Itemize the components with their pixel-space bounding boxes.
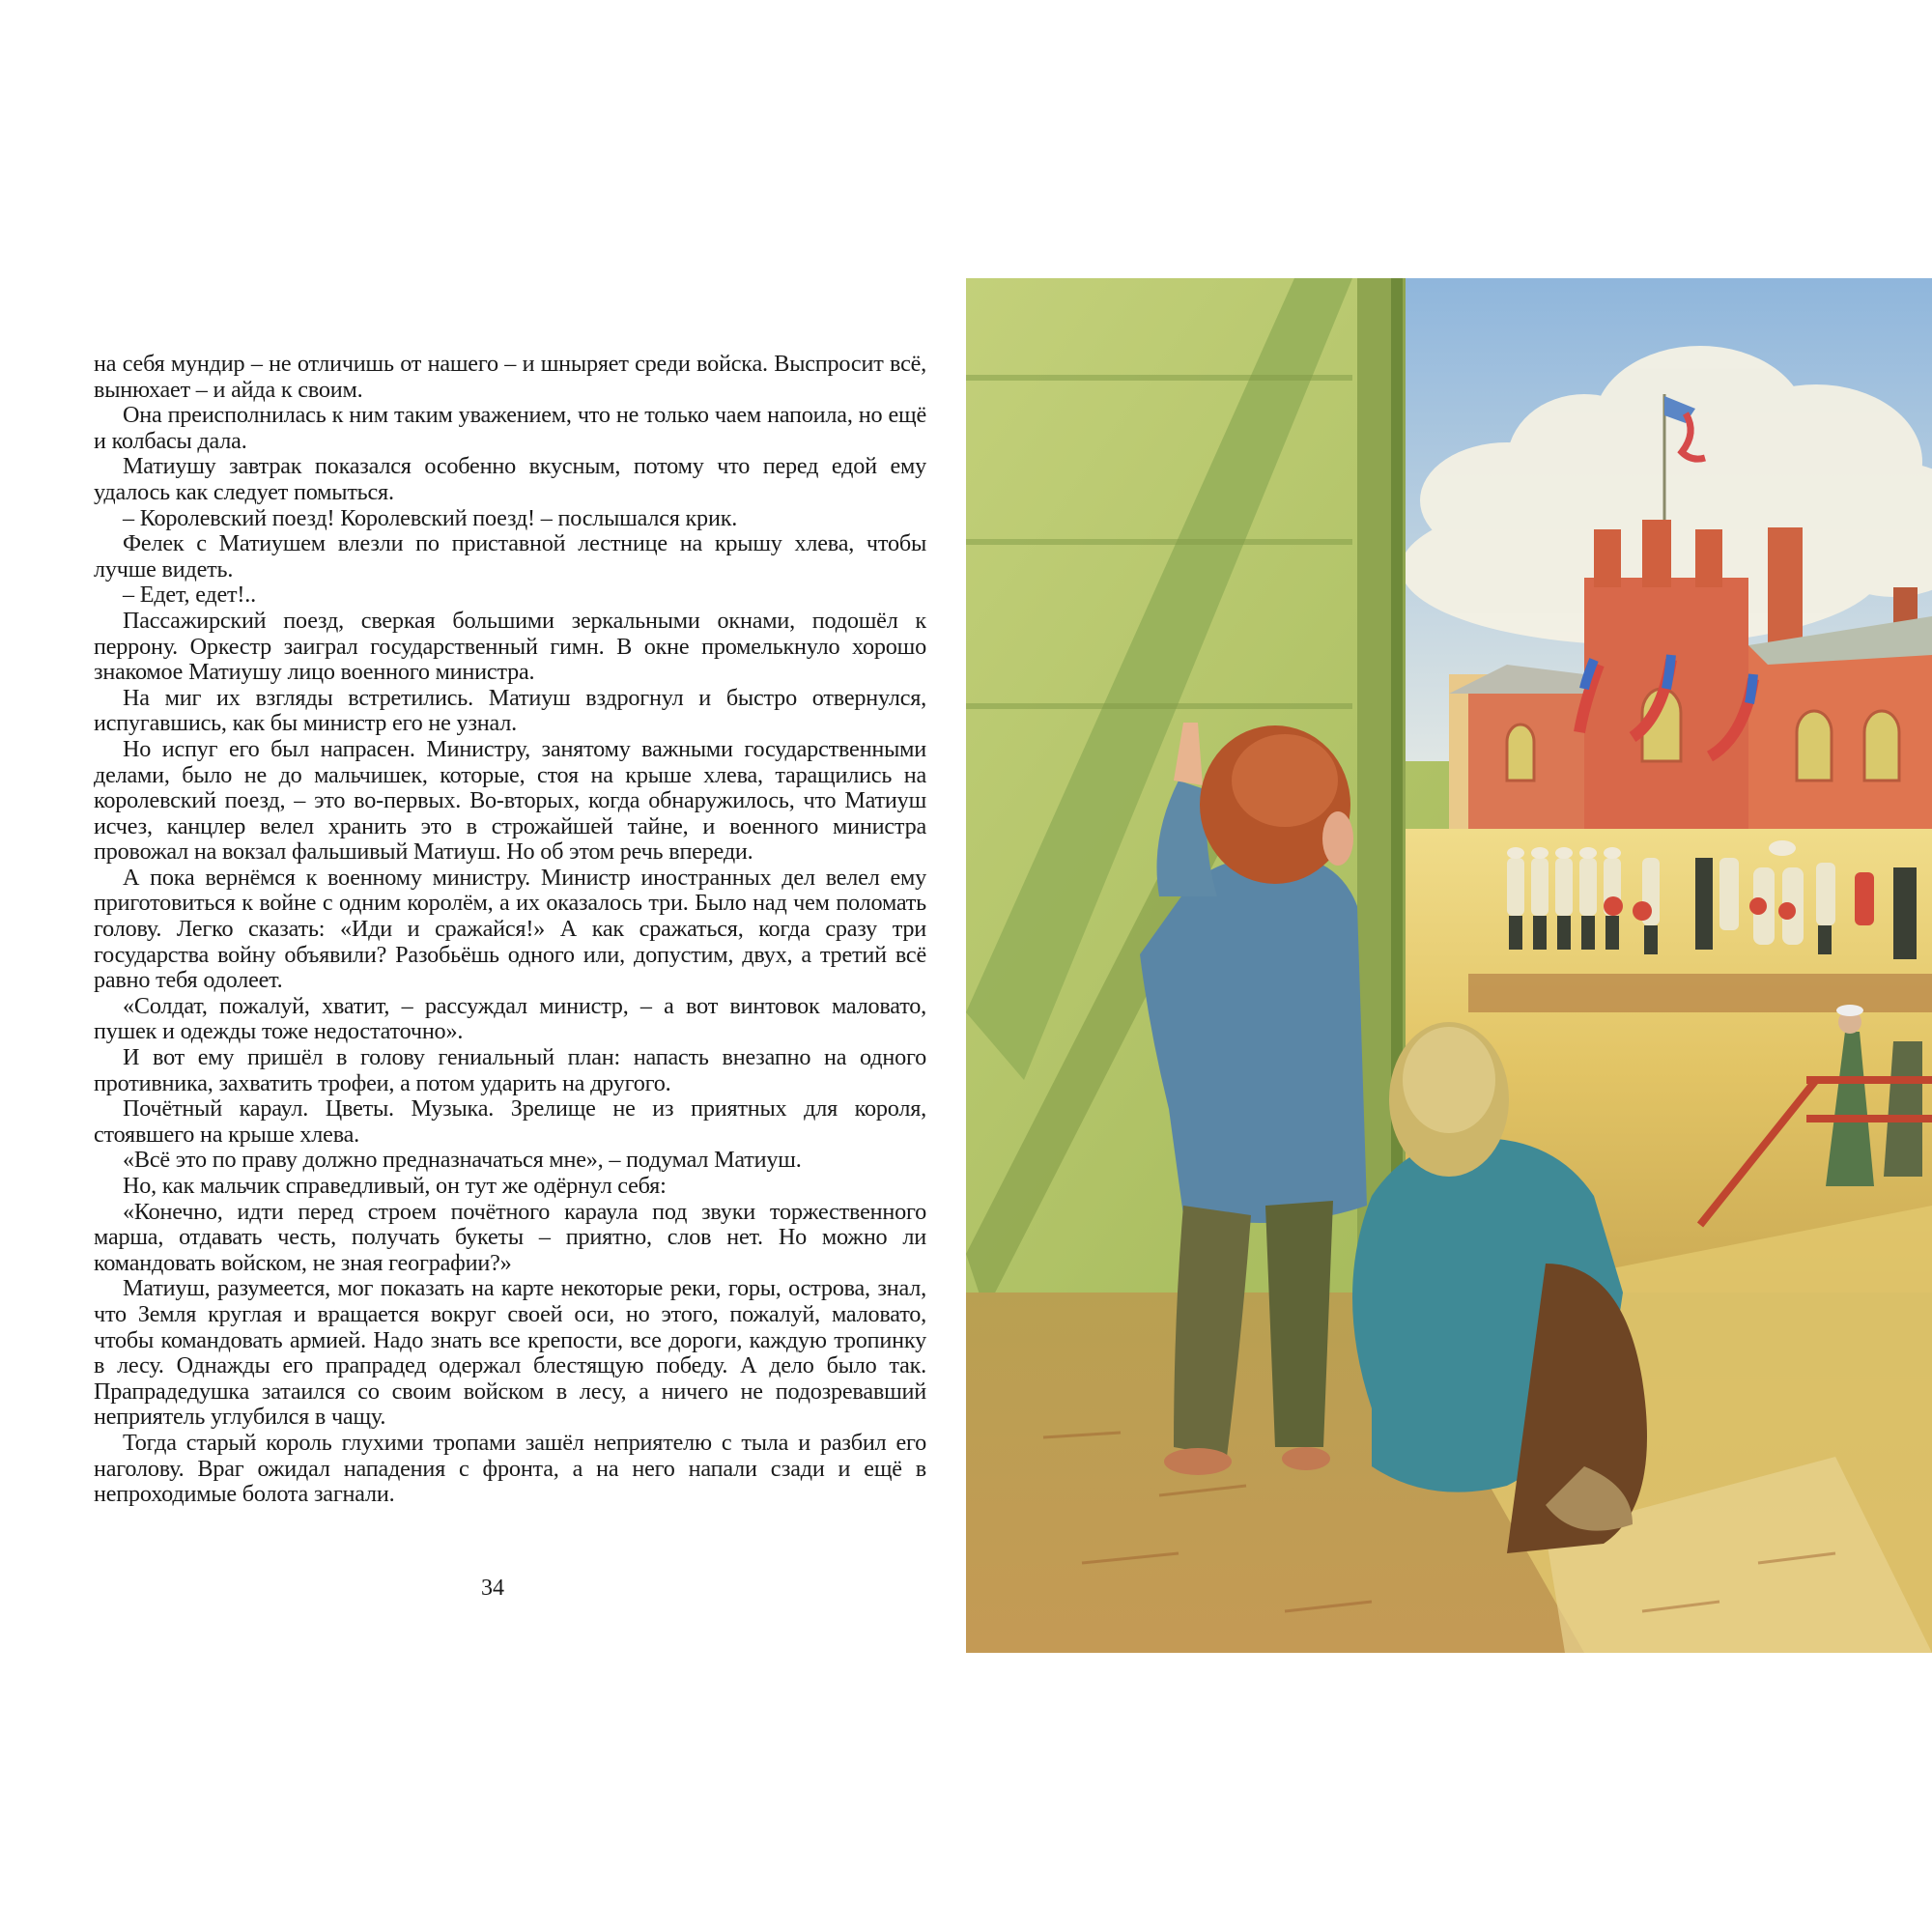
paragraph: – Едет, едет!.. bbox=[123, 582, 256, 609]
paragraph: «Конечно, идти перед строем почётного караула под звуки торжественного марша, отдавать честь, получать букеты – приятно, слов нет. Но можно ли командовать войском, не зная географии?» bbox=[94, 1198, 926, 1276]
paragraph: Тогда старый король глухими тропами зашёл неприятелю с тыла и разбил его наголову. Враг ожидал нападения с фронта, а на него напали сзади и ещё в непроходимые болота загнали. bbox=[94, 1429, 926, 1508]
paragraph: На миг их взгляды встретились. Матиуш вздрогнул и быстро отвернулся, испугавшись, как бы министр его не узнал. bbox=[94, 684, 926, 737]
paragraph: Почётный караул. Цветы. Музыка. Зрелище не из приятных для короля, стоявшего на крыше хлева. bbox=[94, 1095, 926, 1148]
paragraph: Фелек с Матиушем влезли по приставной лестнице на крышу хлева, чтобы лучше видеть. bbox=[94, 530, 926, 582]
paragraph: «Всё это по праву должно предназначаться мне», – подумал Матиуш. bbox=[123, 1147, 802, 1174]
paragraph: Матиушу завтрак показался особенно вкусным, потому что перед едой ему удалось как следует помыться. bbox=[94, 453, 926, 505]
illustration-art bbox=[966, 278, 1932, 1653]
paragraph: – Королевский поезд! Королевский поезд! – послышался крик. bbox=[123, 504, 738, 531]
paragraph: Но, как мальчик справедливый, он тут же одёрнул себя: bbox=[123, 1173, 667, 1199]
page-number: 34 bbox=[481, 1576, 504, 1601]
paragraph: на себя мундир – не отличишь от нашего – и шныряет среди войска. Выспросит всё, вынюхает – и айда к своим. bbox=[94, 351, 926, 403]
paragraph: Пассажирский поезд, сверкая большими зеркальными окнами, подошёл к перрону. Оркестр заиграл государственный гимн. В окне промелькнуло хорошо знакомое Матиушу лицо военного министра. bbox=[94, 607, 926, 686]
watercolor-illustration bbox=[966, 278, 1932, 1653]
platform-edge bbox=[1468, 974, 1932, 1012]
paragraph: Но испуг его был напрасен. Министру, занятому важными государственными делами, было не до мальчишек, которые, стоя на крыше хлева, таращились на королевский поезд, – это во-первых. Во-вторых, когда обнаружилось, что Матиуш исчез, канцлер велел хранить это в строжайшей тайне, и военного министра провожал на вокзал фальшивый Матиуш. Но об этом речь впереди. bbox=[94, 735, 926, 866]
book-text-page bbox=[94, 352, 926, 1508]
paragraph: А пока вернёмся к военному министру. Министр иностранных дел велел ему приготовиться к войне с одним королём, а их оказалось три. Было над чем поломать голову. Легко сказать: «Иди и сражайся!» А как сражаться, когда сразу три государства войну объявили? Разобьёшь одного или, допустим, двух, а третий всё равно тебя одолеет. bbox=[94, 864, 926, 994]
paragraph: Она преисполнилась к ним таким уважением, что не только чаем напоила, но ещё и колбасы дала. bbox=[94, 402, 926, 454]
paragraph: Матиуш, разумеется, мог показать на карте некоторые реки, горы, острова, знал, что Земля круглая и вращается вокруг своей оси, но этого, пожалуй, маловато, чтобы командовать армией. Надо знать все крепости, все дороги, каждую тропинку в лесу. Однажды его прапрадед одержал блестящую победу. А дело было так. Прапрадедушка затаился со своим войском в лесу, а ничего не подозревавший неприятель углубился в чащу. bbox=[94, 1275, 926, 1431]
paragraph: «Солдат, пожалуй, хватит, – рассуждал министр, – а вот винтовок маловато, пушек и одежды тоже недостаточно». bbox=[94, 992, 926, 1045]
paragraph: И вот ему пришёл в голову гениальный план: напасть внезапно на одного противника, захватить трофеи, а потом ударить на другого. bbox=[94, 1044, 926, 1096]
